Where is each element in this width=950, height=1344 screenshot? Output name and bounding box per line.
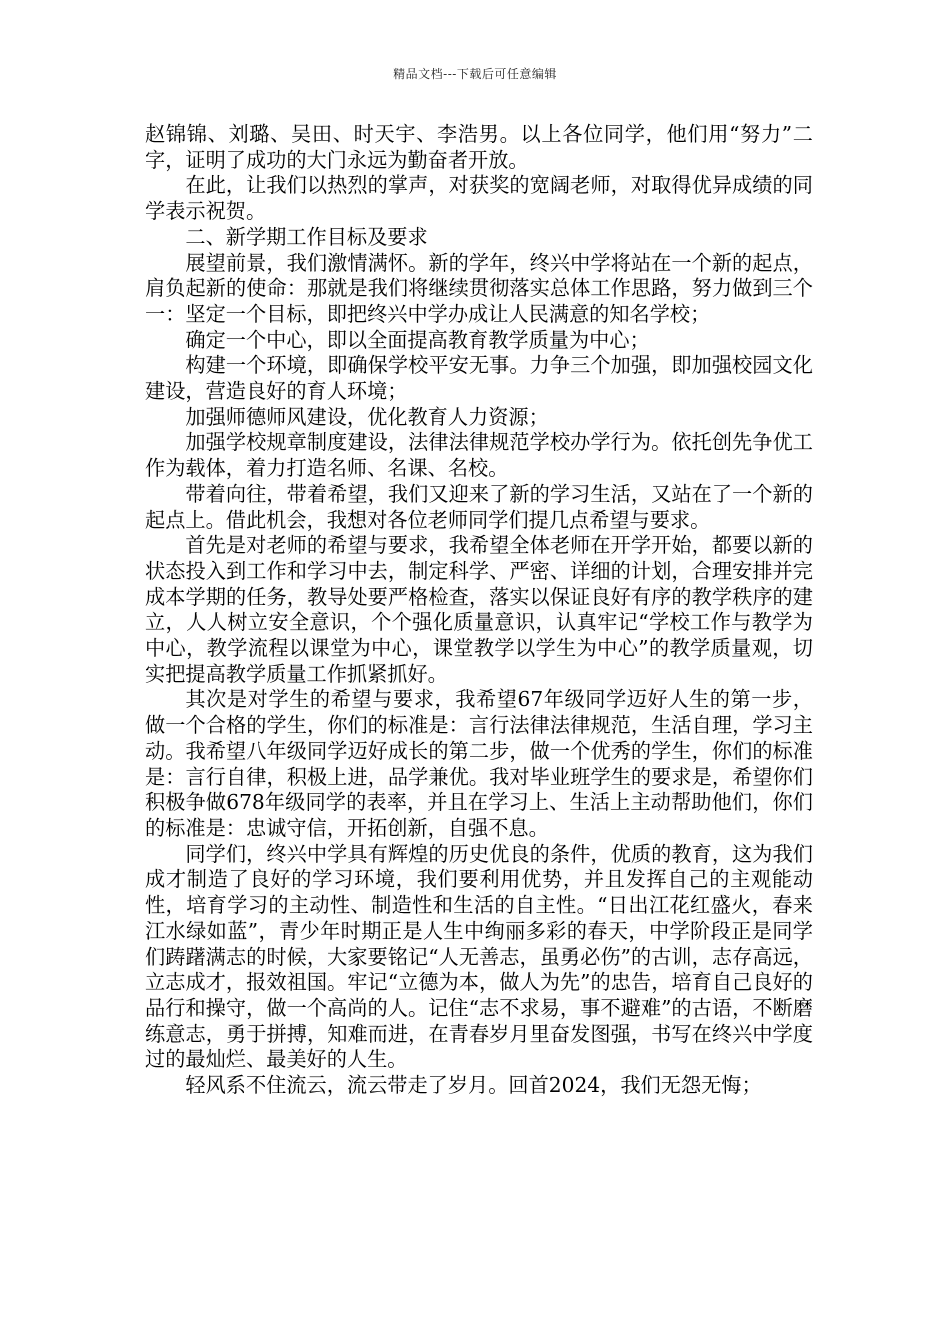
paragraph-13: 轻风系不住流云，流云带走了岁月。回首2024，我们无怨无悔； xyxy=(185,1073,762,1098)
paragraph-10: 首先是对老师的希望与要求，我希望全体老师在开学开始，都要以新的状态投入到工作和学习中去，制定科学、严密、详细的计划，合理安排并完成本学期的任务，教导处要严格检查，落实以保证良好有序的教学秩序的建立，人人树立安全意识，个个强化质量意识，认真牢记“学校工作与教学为中心，教学流程以课堂为中心，课堂教学以学生为中心”的教学质量观，切实把提高教学质量工作抓紧抓好。 xyxy=(145,533,813,686)
document-body xyxy=(145,122,813,1099)
page-header: 精品文档---下载后可任意编辑 xyxy=(393,67,557,81)
paragraph-5: 确定一个中心，即以全面提高教育教学质量为中心； xyxy=(185,327,650,352)
paragraph-11: 其次是对学生的希望与要求，我希望67年级同学迈好人生的第一步，做一个合格的学生，你们的标准是：言行法律法律规范，生活自理，学习主动。我希望八年级同学迈好成长的第二步，做一个优秀的学生，你们的标准是：言行自律，积极上进，品学兼优。我对毕业班学生的要求是，希望你们积极争做678年级同学的表率，并且在学习上、生活上主动帮助他们，你们的标准是：忠诚守信，开拓创新，自强不息。 xyxy=(145,687,813,840)
paragraph-7: 加强师德师风建设，优化教育人力资源； xyxy=(185,404,549,429)
section-heading: 二、新学期工作目标及要求 xyxy=(185,224,428,249)
paragraph-6: 构建一个环境，即确保学校平安无事。力争三个加强，即加强校园文化建设，营造良好的育人环境； xyxy=(145,353,813,404)
paragraph-9: 带着向往，带着希望，我们又迎来了新的学习生活，又站在了一个新的起点上。借此机会，我想对各位老师同学们提几点希望与要求。 xyxy=(145,481,813,532)
paragraph-1: 赵锦锦、刘璐、吴田、时天宇、李浩男。以上各位同学，他们用“努力”二字，证明了成功的大门永远为勤奋者开放。 xyxy=(145,122,813,172)
paragraph-4: 展望前景，我们激情满怀。新的学年，终兴中学将站在一个新的起点，肩负起新的使命：那就是我们将继续贯彻落实总体工作思路，努力做到三个一：坚定一个目标，即把终兴中学办成让人民满意的知名学校； xyxy=(145,250,813,326)
paragraph-12: 同学们，终兴中学具有辉煌的历史优良的条件，优质的教育，这为我们成才制造了良好的学习环境，我们要利用优势，并且发挥自己的主观能动性，培育学习的主动性、制造性和生活的自主性。“日出江花红盛火，春来江水绿如蓝”，青少年时期正是人生中绚丽多彩的春天，中学阶段正是同学们踌躇满志的时候，大家要铭记“人无善志，虽勇必伤”的古训，志存高远，立志成才，报效祖国。牢记“立德为本，做人为先”的忠告，培育自己良好的品行和操守，做一个高尚的人。记住“志不求易，事不避难”的古语，不断磨练意志，勇于拼搏，知难而进，在青春岁月里奋发图强，书写在终兴中学度过的最灿烂、最美好的人生。 xyxy=(145,841,813,1072)
paragraph-2: 在此，让我们以热烈的掌声，对获奖的宽阔老师，对取得优异成绩的同学表示祝贺。 xyxy=(145,173,813,224)
paragraph-8: 加强学校规章制度建设，法律法律规范学校办学行为。依托创先争优工作为载体，着力打造名师、名课、名校。 xyxy=(145,430,813,481)
